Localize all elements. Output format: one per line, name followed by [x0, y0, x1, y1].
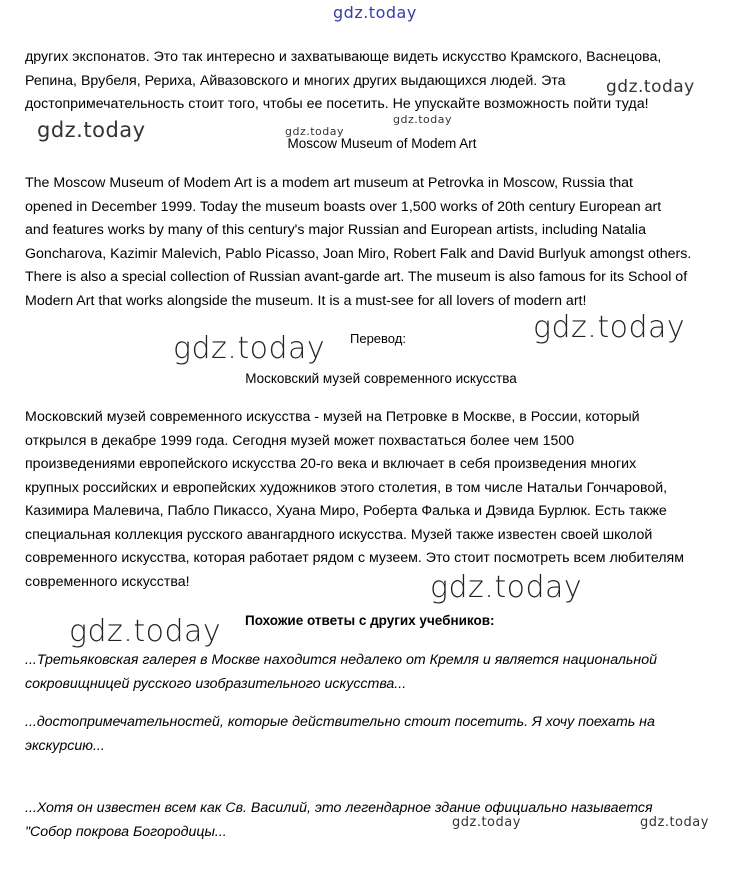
english-title: Moscow Museum of Modem Art [287, 136, 477, 151]
text-line: ...Третьяковская галерея в Москве находится недалеко от Кремля и является национальной [25, 652, 657, 668]
text-line: Goncharova, Kazimir Malevich, Pablo Picasso, Joan Miro, Robert Falk and David Burlyuk amongst others. [25, 245, 692, 262]
text-line: opened in December 1999. Today the museum boasts over 1,500 works of 20th century European art [25, 198, 662, 215]
russian-title: Московский музей современного искусства [245, 371, 517, 386]
watermark: gdz.today [533, 310, 686, 345]
watermark: gdz.today [393, 113, 453, 126]
text-line: and features works by many of this century's major Russian and European artists, including Natalia [25, 222, 646, 238]
similar-answers-heading: Похожие ответы с других учебников: [245, 613, 495, 628]
text-line: There is also a special collection of Russian avant-garde art. The museum is also famous for its School of [25, 269, 688, 285]
similar-answer-link[interactable] [25, 711, 740, 758]
watermark: gdz.today [37, 118, 146, 142]
text-line: ...Хотя он известен всем как Св. Василий, это легендарное здание официально называется [25, 800, 653, 816]
text-line: современного искусства! [25, 573, 190, 590]
text-line: произведениями европейского искусства 20-го века и включает в себя произведения многих [25, 456, 637, 472]
text-line: специальная коллекция русского авангардного искусства. Музей также известен своей школой [25, 526, 653, 543]
text-line: сокровищницей русского изобразительного искусства... [25, 675, 407, 692]
similar-answer-link[interactable] [25, 797, 740, 844]
text-line: Modern Art that works alongside the museum. It is a must-see for all lovers of modern art! [25, 292, 587, 309]
watermark: gdz.today [640, 815, 709, 830]
text-line: Казимира Малевича, Пабло Пикассо, Хуана Миро, Роберта Фалька и Дэвида Бурлюк. Есть также [25, 503, 667, 519]
watermark: gdz.today [606, 77, 695, 97]
text-line: современного искусства, которая работает рядом с музеем. Это стоит посмотреть всем любителям [25, 550, 684, 566]
text-line: The Moscow Museum of Modem Art is a modem art museum at Petrovka in Moscow, Russia that [25, 175, 633, 191]
text-line: достопримечательность стоит того, чтобы ее посетить. Не упускайте возможность пойти туда! [25, 96, 649, 112]
watermark: gdz.today [173, 331, 326, 366]
text-line: ...достопримечательностей, которые действительно стоит посетить. Я хочу поехать на [25, 714, 655, 730]
watermark: gdz.today [430, 570, 583, 605]
watermark-top: gdz.today [333, 3, 417, 22]
similar-answer-link[interactable] [25, 649, 740, 696]
text-line: Репина, Врубеля, Рериха, Айвазовского и многих других выдающихся людей. Эта [25, 72, 566, 89]
russian-paragraph [25, 406, 740, 594]
english-paragraph [25, 172, 740, 313]
watermark: gdz.today [69, 614, 222, 649]
watermark: gdz.today [285, 125, 345, 138]
text-line: Московский музей современного искусства - музей на Петровке в Москве, в России, который [25, 409, 640, 425]
translation-label: Перевод: [350, 331, 406, 346]
text-line: "Собор покрова Богородицы... [25, 823, 227, 840]
text-line: крупных российских и европейских художников этого столетия, в том числе Натальи Гончаровой, [25, 479, 668, 496]
text-line: других экспонатов. Это так интересно и захватывающе видеть искусство Крамского, Васнецова, [25, 49, 662, 65]
text-line: экскурсию... [25, 737, 105, 754]
intro-paragraph [25, 46, 740, 117]
text-line: открылся в декабре 1999 года. Сегодня музей может похвастаться более чем 1500 [25, 432, 575, 449]
watermark: gdz.today [452, 815, 521, 830]
